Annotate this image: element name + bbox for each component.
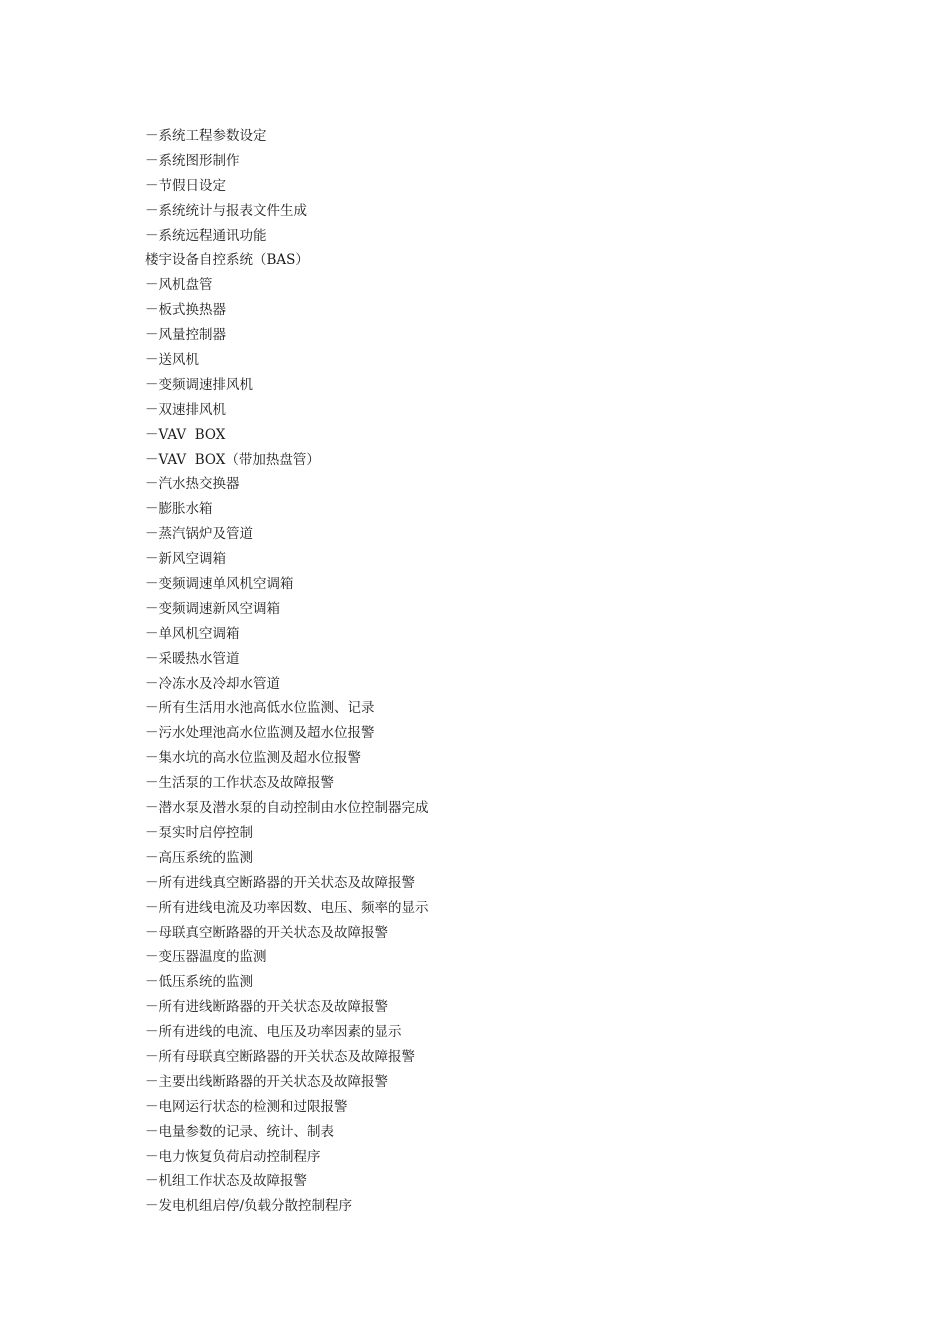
document-line: －新风空调箱: [145, 551, 226, 568]
document-line: －所有母联真空断路器的开关状态及故障报警: [145, 1048, 415, 1065]
document-line: －低压系统的监测: [145, 974, 253, 991]
document-line: －膨胀水箱: [145, 501, 213, 518]
document-line: －冷冻水及冷却水管道: [145, 675, 280, 692]
document-line: －汽水热交换器: [145, 476, 240, 493]
document-line: －系统远程通讯功能: [145, 227, 267, 244]
document-line: －发电机组启停/负载分散控制程序: [145, 1198, 353, 1215]
document-line: －电量参数的记录、统计、制表: [145, 1123, 334, 1140]
section-heading: 楼宇设备自控系统（BAS）: [145, 252, 309, 269]
document-line: －集水坑的高水位监测及超水位报警: [145, 750, 361, 767]
document-line: －风机盘管: [145, 277, 213, 294]
document-line: －污水处理池高水位监测及超水位报警: [145, 725, 375, 742]
document-line: －所有进线的电流、电压及功率因素的显示: [145, 1024, 402, 1041]
document-line: －泵实时启停控制: [145, 824, 253, 841]
document-line: －所有进线断路器的开关状态及故障报警: [145, 999, 388, 1016]
document-line: －所有进线真空断路器的开关状态及故障报警: [145, 874, 415, 891]
document-line: －VAV BOX（带加热盘管）: [145, 451, 320, 468]
document-line: －蒸汽锅炉及管道: [145, 526, 253, 543]
document-line: －母联真空断路器的开关状态及故障报警: [145, 924, 388, 941]
document-line: －双速排风机: [145, 401, 226, 418]
document-line: －变频调速排风机: [145, 376, 253, 393]
document-line: －所有生活用水池高低水位监测、记录: [145, 700, 375, 717]
document-line: －系统图形制作: [145, 152, 240, 169]
document-line: －所有进线电流及功率因数、电压、频率的显示: [145, 899, 429, 916]
document-line: －VAV BOX: [145, 426, 226, 443]
document-line: －采暖热水管道: [145, 650, 240, 667]
document-line: －生活泵的工作状态及故障报警: [145, 775, 334, 792]
document-line: －风量控制器: [145, 327, 226, 344]
document-line: －主要出线断路器的开关状态及故障报警: [145, 1073, 388, 1090]
document-line: －高压系统的监测: [145, 849, 253, 866]
document-line: －潜水泵及潜水泵的自动控制由水位控制器完成: [145, 800, 429, 817]
document-line: －变压器温度的监测: [145, 949, 267, 966]
document-line: －系统统计与报表文件生成: [145, 202, 307, 219]
document-line: －系统工程参数设定: [145, 128, 267, 144]
document-line: －电网运行状态的检测和过限报警: [145, 1098, 348, 1115]
document-line: －变频调速新风空调箱: [145, 600, 280, 617]
document-text-block: [145, 124, 429, 1219]
document-line: －单风机空调箱: [145, 625, 240, 642]
document-line: －板式换热器: [145, 302, 226, 319]
document-line: －节假日设定: [145, 177, 226, 194]
document-line: －机组工作状态及故障报警: [145, 1173, 307, 1190]
document-line: －变频调速单风机空调箱: [145, 576, 294, 593]
document-line: －送风机: [145, 352, 199, 369]
document-line: －电力恢复负荷启动控制程序: [145, 1148, 321, 1165]
